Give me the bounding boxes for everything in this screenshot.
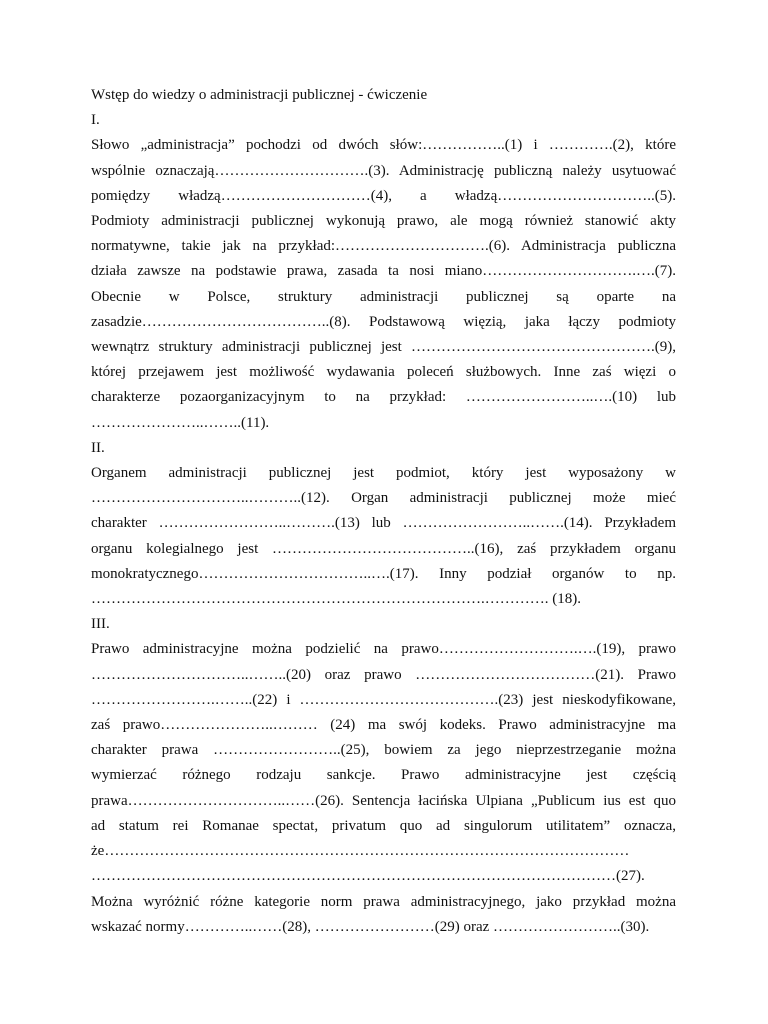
text-line: wskazać normy…………..……(28), ……………………(29) oraz ……………………..(30).: [91, 918, 650, 935]
text-line: prawa…………………………..……(26). Sentencja łacińska Ulpiana „Publicum ius est quo: [91, 792, 676, 809]
section-1: [91, 108, 676, 436]
text-line: wewnątrz struktury administracji publicznej jest ………………………………………….(9),: [91, 339, 676, 356]
text-line: Podmioty administracji publicznej wykonują prawo, ale mogą również stanowić akty: [91, 213, 676, 230]
text-line: Prawo administracyjne można podzielić na prawo……………………….….(19), prawo: [91, 641, 676, 658]
text-line: charakter ……………………..……….(13) lub ……………………..…….(14). Przykładem: [91, 515, 676, 532]
text-line: organu kolegialnego jest …………………………………..(16), zaś przykładem organu: [91, 540, 676, 557]
document-page: [91, 83, 676, 940]
section-numeral: I.: [91, 112, 100, 129]
text-line: wspólnie oznaczają………………………….(3). Administrację publiczną należy usytuować: [91, 162, 676, 179]
text-line: ad statum rei Romanae spectat, privatum quo ad singulorum utilitatem” oznacza,: [91, 817, 676, 834]
text-line: …………………………..……..(20) oraz prawo ………………………………(21). Prawo: [91, 666, 676, 683]
text-line: Obecnie w Polsce, struktury administracji publicznej są oparte na: [91, 288, 676, 305]
section-2: [91, 436, 676, 612]
text-line: …………………..……..(11).: [91, 414, 270, 431]
text-line: …………………….……..(22) i ………………………………….(23) jest nieskodyfikowane,: [91, 691, 676, 708]
text-line: zasadzie………………………………..(8). Podstawową więzią, jaka łączy podmioty: [91, 313, 676, 330]
section-numeral: II.: [91, 439, 105, 456]
text-line: pomiędzy władzą…………………………(4), a władzą…………………………..(5).: [91, 187, 676, 204]
text-line: normatywne, takie jak na przykład:………………………….(6). Administracja publiczna: [91, 238, 676, 255]
text-line: że……………………………………………………………………………………………: [91, 843, 630, 860]
section-3: [91, 612, 676, 940]
text-line: Można wyróżnić różne kategorie norm prawa administracyjnego, jako przykład można: [91, 893, 676, 910]
text-line: której przejawem jest możliwość wydawania poleceń służbowych. Inne zaś więzi o: [91, 364, 676, 381]
text-line: charakterze pozaorganizacyjnym to na przykład: ……………………..….(10) lub: [91, 389, 676, 406]
text-line: …………………………………………………………………….…………. (18).: [91, 591, 581, 608]
document-title: Wstęp do wiedzy o administracji publicznej - ćwiczenie: [91, 87, 428, 103]
text-line: charakter prawa ……………………..(25), bowiem za jego nieprzestrzeganie można: [91, 742, 676, 759]
text-line: działa zawsze na podstawie prawa, zasada ta nosi miano………………………….….(7).: [91, 263, 676, 280]
text-line: wymierzać różnego rodzaju sankcje. Prawo administracyjne jest częścią: [91, 767, 676, 784]
text-line: monokratycznego……………………………..….(17). Inny podział organów to np.: [91, 565, 676, 582]
text-line: …………………………..………..(12). Organ administracji publicznej może mieć: [91, 490, 676, 507]
text-line: zaś prawo…………………..……… (24) ma swój kodeks. Prawo administracyjne ma: [91, 717, 676, 734]
text-line: Organem administracji publicznej jest podmiot, który jest wyposażony w: [91, 465, 676, 482]
text-line: Słowo „administracja” pochodzi od dwóch słów:……………..(1) i ………….(2), które: [91, 137, 676, 154]
section-numeral: III.: [91, 616, 110, 633]
text-line: ……………………………………………………………………………………………(27).: [91, 868, 645, 885]
